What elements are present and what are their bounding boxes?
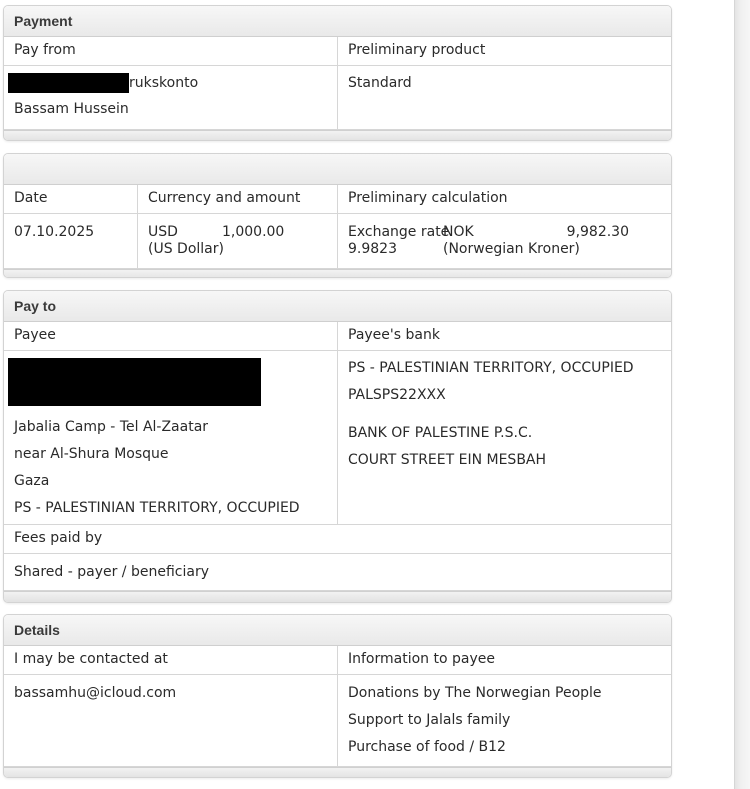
exchange-rate-value: 9.9823	[348, 241, 397, 257]
payment-values-row	[4, 66, 671, 130]
preliminary-calculation-value	[337, 214, 671, 268]
pay-from-value	[4, 66, 337, 129]
information-to-payee-value	[337, 675, 671, 766]
bank-bic: PALSPS22XXX	[348, 387, 446, 403]
contact-label: I may be contacted at	[14, 651, 168, 667]
preliminary-calculation-label: Preliminary calculation	[337, 185, 671, 213]
calculation-values-row	[4, 214, 671, 269]
date-label: Date	[14, 190, 48, 206]
preliminary-product-label: Preliminary product	[337, 37, 671, 65]
currency-amount-value	[137, 214, 337, 268]
payee-value	[4, 351, 337, 524]
redacted-account-number	[8, 73, 129, 93]
payment-panel	[3, 5, 672, 141]
amount-value: 1,000.00	[222, 224, 285, 240]
payment-panel-footer	[4, 130, 671, 141]
payee-info-line: Donations by The Norwegian People	[348, 685, 602, 701]
fees-header-row	[4, 525, 671, 554]
calculation-panel-header	[4, 154, 671, 185]
payee-address-line: PS - PALESTINIAN TERRITORY, OCCUPIED	[14, 500, 300, 516]
pay-from-label: Pay from	[14, 42, 76, 58]
bank-name: BANK OF PALESTINE P.S.C.	[348, 425, 533, 441]
currency-code: USD	[148, 224, 178, 240]
details-panel	[3, 614, 672, 778]
exchange-rate-label: Exchange rate	[348, 224, 450, 240]
contact-value: bassamhu@icloud.com	[14, 685, 177, 701]
pay-to-panel	[3, 290, 672, 603]
payment-panel-title: Payment	[4, 6, 671, 37]
date-value: 07.10.2025	[14, 224, 95, 240]
currency-name: (US Dollar)	[148, 241, 224, 257]
payee-address-line: Jabalia Camp - Tel Al-Zaatar	[14, 419, 209, 435]
pay-to-panel-title: Pay to	[4, 291, 671, 322]
information-to-payee-label: Information to payee	[337, 646, 671, 674]
payee-info-line: Support to Jalals family	[348, 712, 511, 728]
pay-to-panel-footer	[4, 591, 671, 602]
target-amount: 9,982.30	[566, 224, 629, 240]
target-currency-name: (Norwegian Kroner)	[443, 241, 580, 257]
fees-values-row	[4, 554, 671, 591]
payee-address	[14, 414, 300, 522]
details-header-row	[4, 646, 671, 675]
preliminary-product-value: Standard	[337, 66, 671, 129]
bank-country: PS - PALESTINIAN TERRITORY, OCCUPIED	[348, 360, 634, 376]
details-panel-footer	[4, 767, 671, 778]
calculation-panel	[3, 153, 672, 278]
account-holder: Bassam Hussein	[14, 101, 129, 117]
currency-amount-label: Currency and amount	[137, 185, 337, 213]
calculation-panel-footer	[4, 269, 671, 278]
payee-info-line: Purchase of food / B12	[348, 739, 506, 755]
account-name: rukskonto	[129, 75, 199, 91]
bank-street: COURT STREET EIN MESBAH	[348, 452, 547, 468]
details-panel-title: Details	[4, 615, 671, 646]
payee-bank-label: Payee's bank	[337, 322, 671, 350]
payee-label: Payee	[14, 327, 56, 343]
target-currency-code: NOK	[443, 224, 474, 240]
calculation-header-row	[4, 185, 671, 214]
payee-bank-value	[337, 351, 671, 524]
page-scroll-edge	[734, 0, 750, 789]
payee-address-line: near Al-Shura Mosque	[14, 446, 169, 462]
payment-header-row	[4, 37, 671, 66]
fees-paid-by-value: Shared - payer / beneficiary	[14, 564, 209, 580]
fees-paid-by-label: Fees paid by	[14, 530, 103, 546]
payee-values-row	[4, 351, 671, 525]
details-values-row	[4, 675, 671, 767]
payee-address-line: Gaza	[14, 473, 50, 489]
pay-to-header-row	[4, 322, 671, 351]
redacted-payee-name	[8, 358, 261, 406]
